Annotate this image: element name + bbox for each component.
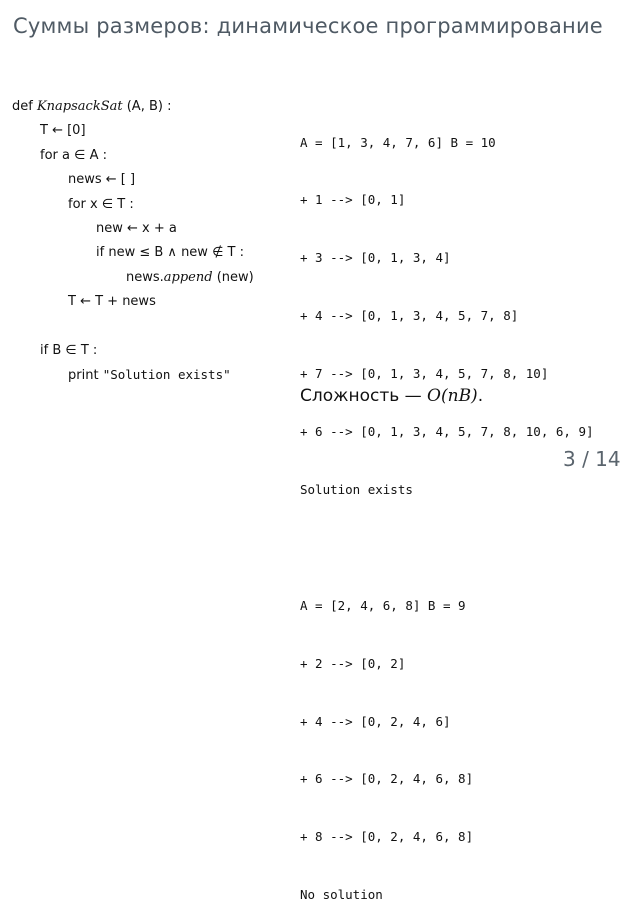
new-statement: new ← x + a [96,220,177,236]
code-line-for-x [12,193,254,217]
code-line-init [12,119,254,143]
code-line-news-init [12,168,254,192]
keyword-if: if [40,342,49,358]
keyword-for: for [68,196,86,212]
for-x-condition: x ∈ T : [90,196,134,212]
example1-result: Solution exists [300,481,413,497]
example1-line: A = [1, 3, 4, 7, 6] B = 10 [300,134,496,150]
if-condition: new ≤ B ∧ new ∉ T : [108,245,244,261]
example2-line: + 8 --> [0, 2, 4, 6, 8] [300,829,474,845]
news-init-statement: news ← [ ] [68,172,136,188]
example2-result: No solution [300,887,383,903]
example1-line: + 6 --> [0, 1, 3, 4, 5, 7, 8, 10, 6, 9] [300,424,594,440]
keyword-def: def [12,99,33,114]
if-b-condition: B ∈ T : [52,342,98,358]
code-line-append [12,266,254,290]
update-statement: T ← T + news [68,294,156,310]
append-object: news. [126,269,164,285]
append-args: (new) [216,269,254,285]
keyword-for: for [40,147,58,163]
slide-title: Суммы размеров: динамическое программирование [13,14,603,38]
keyword-print: print [68,368,99,384]
complexity-suffix: . [477,386,484,406]
function-name: KnapsackSat [36,99,123,114]
append-method: append [163,269,213,285]
code-line-def [12,95,254,119]
example1-line: + 4 --> [0, 1, 3, 4, 5, 7, 8] [300,308,519,324]
example2-line: + 4 --> [0, 2, 4, 6] [300,713,451,729]
example1-line: + 1 --> [0, 1] [300,192,406,208]
page-number: 3 / 14 [563,447,621,471]
print-string: "Solution exists" [102,367,231,383]
complexity-formula: O(nB) [427,386,478,406]
complexity-statement [300,386,483,406]
examples-separator [300,538,594,557]
complexity-prefix: Сложность — [300,386,428,406]
for-a-condition: a ∈ A : [62,147,107,163]
code-line-update [12,290,254,314]
example2-line: + 6 --> [0, 2, 4, 6, 8] [300,771,474,787]
keyword-if: if [96,245,105,261]
code-line-blank [12,315,254,339]
code-line-if-b [12,339,254,363]
init-statement: T ← [0] [40,123,86,139]
examples-output [300,94,594,924]
code-line-for-a [12,144,254,168]
pseudocode-block [12,95,254,388]
function-args: (A, B) : [126,99,172,114]
example2-line: + 2 --> [0, 2] [300,655,406,671]
code-line-new [12,217,254,241]
example1-line: + 3 --> [0, 1, 3, 4] [300,250,451,266]
code-line-print [12,363,254,387]
example1-line: + 7 --> [0, 1, 3, 4, 5, 7, 8, 10] [300,366,549,382]
example2-line: A = [2, 4, 6, 8] B = 9 [300,597,466,613]
code-line-if [12,241,254,265]
